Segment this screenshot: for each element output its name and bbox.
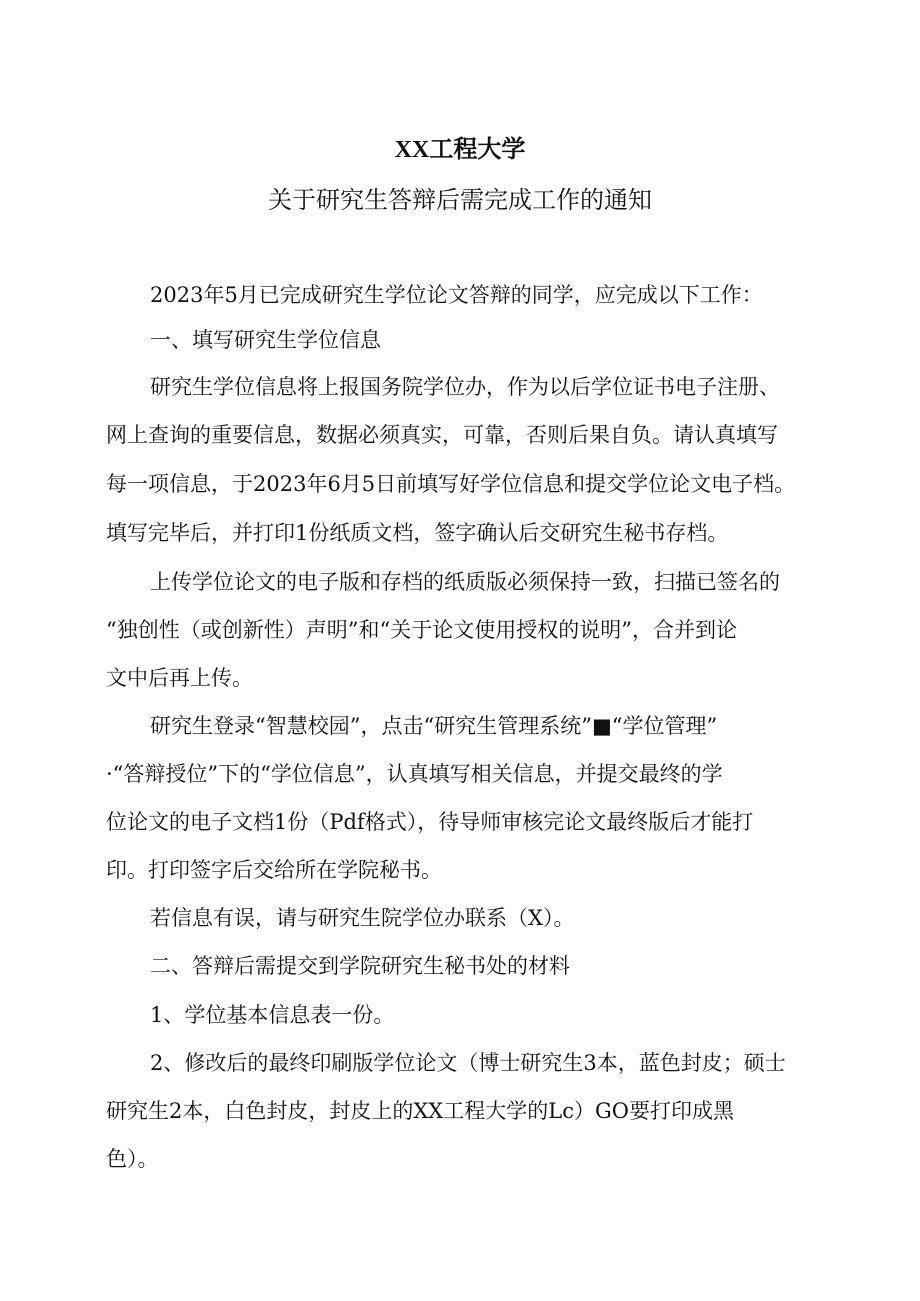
paragraph-line: ·“答辩授位”下的“学位信息”，认真填写相关信息，并提交最终的学 (106, 762, 723, 786)
paragraph-line: 网上查询的重要信息，数据必须真实，可靠，否则后果自负。请认真填写 (106, 423, 778, 447)
paragraph-line: 研究生学位信息将上报国务院学位办，作为以后学位证书电子注册、 (150, 375, 780, 399)
paragraph-line: 上传学位论文的电子版和存档的纸质版必须保持一致，扫描已签名的 (150, 570, 780, 594)
list-item: 2、修改后的最终印刷版学位论文（博士研究生3本，蓝色封皮；硕士 (150, 1051, 786, 1075)
paragraph-line: 位论文的电子文档1份（Pdf格式），待导师审核完论文最终版后才能打 (106, 810, 754, 834)
document-title: XX工程大学 (394, 137, 526, 163)
paragraph-line: “独创性（或创新性）声明”和“关于论文使用授权的说明”，合并到论 (106, 618, 737, 642)
document-subtitle: 关于研究生答辩后需完成工作的通知 (268, 186, 652, 214)
paragraph-line: 印。打印签字后交给所在学院秘书。 (106, 858, 442, 882)
paragraph-line: 研究生2本，白色封皮，封皮上的XX工程大学的Lc）GO要打印成黑 (106, 1099, 734, 1123)
list-item: 1、学位基本信息表一份。 (150, 1003, 395, 1027)
paragraph-line: 填写完毕后，并打印1份纸质文档，签字确认后交研究生秘书存档。 (106, 521, 729, 545)
paragraph-line: 每一项信息，于2023年6月5日前填写好学位信息和提交学位论文电子档。 (106, 472, 796, 496)
paragraph-line: 若信息有误，请与研究生院学位办联系（X）。 (150, 906, 575, 930)
paragraph-line: 文中后再上传。 (106, 666, 253, 690)
section-heading: 二、答辩后需提交到学院研究生秘书处的材料 (150, 954, 570, 978)
section-heading: 一、填写研究生学位信息 (150, 328, 381, 352)
paragraph-line: 色）。 (106, 1147, 159, 1171)
paragraph-line: 研究生登录“智慧校园”，点击“研究生管理系统”■“学位管理” (150, 714, 718, 738)
paragraph-line: 2023年5月已完成研究生学位论文答辩的同学，应完成以下工作： (150, 283, 763, 307)
